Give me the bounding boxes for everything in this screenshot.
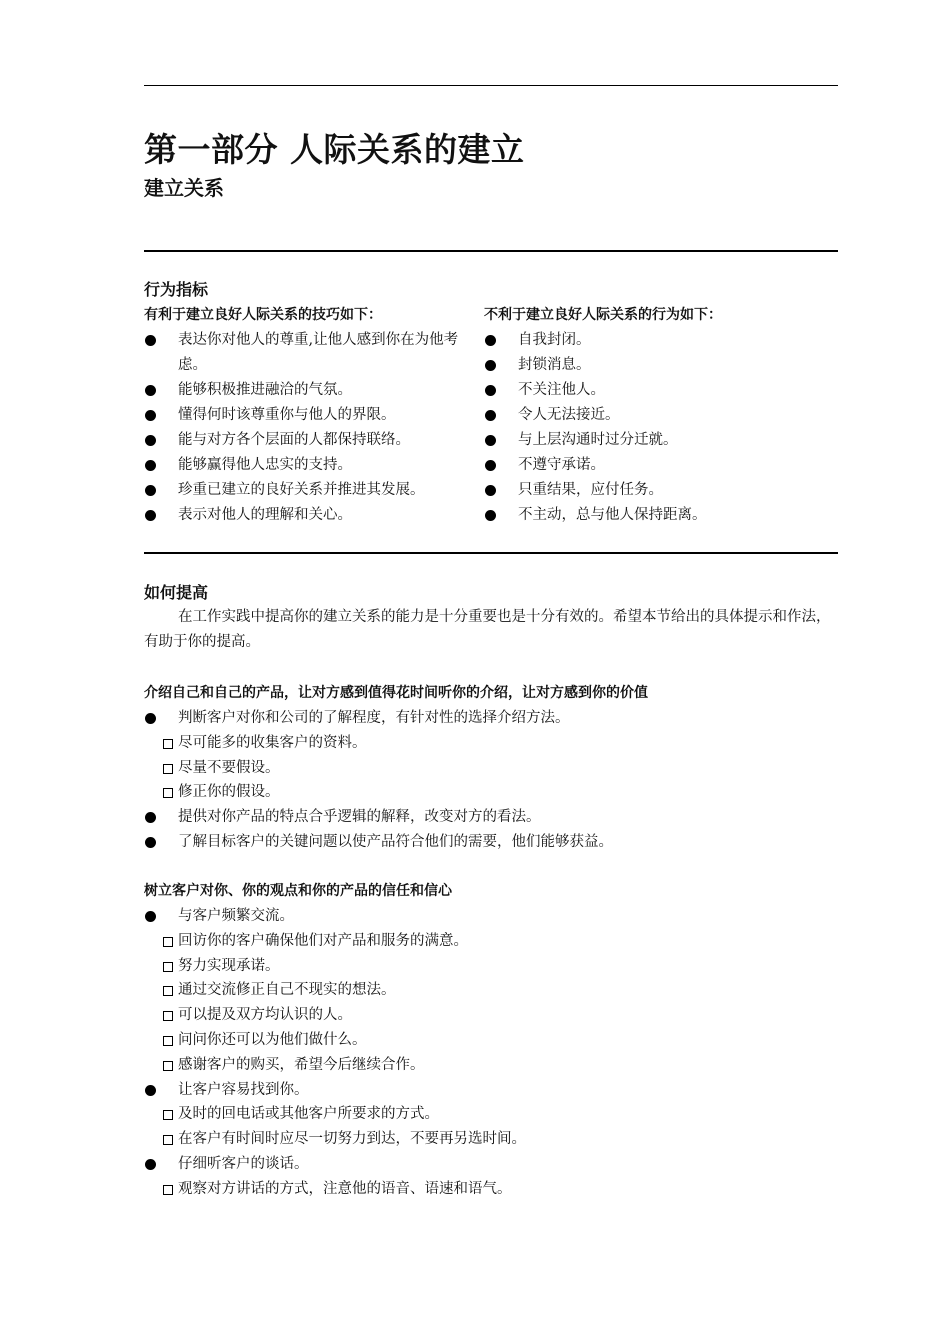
- list-item-text: 回访你的客户确保他们对产品和服务的满意。: [178, 932, 468, 949]
- list-item: [144, 904, 838, 929]
- bullet-icon: [145, 1159, 156, 1170]
- list-item-text: 令人无法接近。: [518, 407, 620, 423]
- trust-heading: 树立客户对你、你的观点和你的产品的信任和信心: [144, 883, 452, 899]
- list-item: [484, 403, 834, 428]
- list-item-text: 尽可能多的收集客户的资料。: [178, 734, 367, 751]
- introduce-list: [144, 706, 838, 855]
- trust-list: [144, 904, 838, 1202]
- list-item-text: 只重结果，应付任务。: [518, 482, 663, 498]
- list-item-text: 自我封闭。: [518, 332, 591, 348]
- list-item-text: 修正你的假设。: [178, 784, 280, 801]
- square-bullet-icon: [163, 739, 173, 749]
- list-item: [144, 453, 474, 478]
- list-item-text: 努力实现承诺。: [178, 957, 280, 974]
- bullet-icon: [145, 460, 156, 471]
- positive-behaviors-list: [144, 328, 474, 528]
- sub-list-item: [144, 780, 838, 805]
- sub-list-item: [144, 731, 838, 756]
- list-item: [484, 503, 834, 528]
- sub-list-item: [144, 1127, 838, 1152]
- positive-behaviors-column: [144, 304, 474, 528]
- list-item-text: 感谢客户的购买，希望今后继续合作。: [178, 1056, 425, 1073]
- list-item-text: 与上层沟通时过分迁就。: [518, 432, 678, 448]
- sub-list-item: [144, 978, 838, 1003]
- list-item-text: 珍重已建立的良好关系并推进其发展。: [178, 482, 425, 498]
- bullet-icon: [145, 435, 156, 446]
- list-item-text: 仔细听客户的谈话。: [178, 1155, 309, 1172]
- indicators-heading: 行为指标: [144, 280, 209, 299]
- list-item: [484, 328, 834, 353]
- list-item-text: 让客户容易找到你。: [178, 1081, 309, 1098]
- bullet-icon: [485, 385, 496, 396]
- page-title: 第一部分 人际关系的建立: [144, 130, 525, 169]
- list-item: [144, 706, 838, 731]
- bullet-icon: [145, 510, 156, 521]
- list-item-text: 与客户频繁交流。: [178, 908, 294, 924]
- bullet-icon: [485, 360, 496, 371]
- list-item-text: 懂得何时该尊重你与他人的界限。: [178, 407, 396, 423]
- top-rule: [144, 85, 838, 86]
- list-item-text: 不关注他人。: [518, 382, 605, 398]
- list-item-text: 问问你还可以为他们做什么。: [178, 1031, 367, 1048]
- list-item: [144, 403, 474, 428]
- list-item-text: 判断客户对你和公司的了解程度，有针对性的选择介绍方法。: [178, 710, 570, 726]
- list-item-text: 及时的回电话或其他客户所要求的方式。: [178, 1106, 439, 1123]
- trust-section: [144, 880, 838, 1202]
- section-divider: [144, 250, 838, 252]
- section-divider: [144, 552, 838, 554]
- sub-list-item: [144, 1177, 838, 1202]
- sub-list-item: [144, 1053, 838, 1078]
- list-item: [144, 428, 474, 453]
- sub-list-item: [144, 1102, 838, 1127]
- list-item-text: 封锁消息。: [518, 357, 591, 373]
- negative-behaviors-heading: 不利于建立良好人际关系的行为如下：: [484, 307, 722, 323]
- bullet-icon: [145, 713, 156, 724]
- list-item-text: 在客户有时间时应尽一切努力到达，不要再另选时间。: [178, 1131, 526, 1148]
- list-item: [144, 378, 474, 403]
- bullet-icon: [145, 385, 156, 396]
- bullet-icon: [485, 485, 496, 496]
- list-item-text: 提供对你产品的特点合乎逻辑的解释，改变对方的看法。: [178, 809, 541, 826]
- bullet-icon: [145, 812, 156, 823]
- square-bullet-icon: [163, 1110, 173, 1120]
- introduce-heading: 介绍自己和自己的产品，让对方感到值得花时间听你的介绍，让对方感到你的价值: [144, 685, 648, 701]
- list-item-text: 通过交流修正自己不现实的想法。: [178, 982, 396, 999]
- negative-behaviors-list: [484, 328, 834, 528]
- list-item: [144, 1078, 838, 1103]
- introduce-section: [144, 682, 838, 855]
- square-bullet-icon: [163, 986, 173, 996]
- bullet-icon: [485, 335, 496, 346]
- list-item: [144, 830, 838, 855]
- square-bullet-icon: [163, 937, 173, 947]
- negative-behaviors-column: [484, 304, 834, 528]
- list-item-text: 可以提及双方均认识的人。: [178, 1007, 352, 1024]
- list-item: [484, 353, 834, 378]
- bullet-icon: [145, 837, 156, 848]
- list-item-text: 观察对方讲话的方式，注意他的语音、语速和语气。: [178, 1180, 512, 1197]
- square-bullet-icon: [163, 1011, 173, 1021]
- square-bullet-icon: [163, 1135, 173, 1145]
- list-item: [484, 453, 834, 478]
- sub-list-item: [144, 756, 838, 781]
- list-item-text: 不主动，总与他人保持距离。: [518, 507, 707, 523]
- positive-behaviors-heading: 有利于建立良好人际关系的技巧如下：: [144, 307, 382, 323]
- list-item: [144, 805, 838, 830]
- bullet-icon: [145, 485, 156, 496]
- sub-list-item: [144, 929, 838, 954]
- list-item: [144, 1152, 838, 1177]
- improve-heading: 如何提高: [144, 583, 209, 602]
- bullet-icon: [485, 435, 496, 446]
- list-item: [144, 328, 474, 378]
- bullet-icon: [485, 410, 496, 421]
- square-bullet-icon: [163, 788, 173, 798]
- sub-list-item: [144, 1028, 838, 1053]
- square-bullet-icon: [163, 962, 173, 972]
- page-subtitle: 建立关系: [144, 176, 224, 200]
- bullet-icon: [145, 410, 156, 421]
- square-bullet-icon: [163, 1185, 173, 1195]
- bullet-icon: [145, 1085, 156, 1096]
- sub-list-item: [144, 1003, 838, 1028]
- bullet-icon: [145, 335, 156, 346]
- list-item-text: 尽量不要假设。: [178, 759, 280, 776]
- bullet-icon: [145, 911, 156, 922]
- bullet-icon: [485, 460, 496, 471]
- list-item-text: 表示对他人的理解和关心。: [178, 507, 352, 523]
- list-item: [484, 378, 834, 403]
- list-item: [484, 428, 834, 453]
- bullet-icon: [485, 510, 496, 521]
- sub-list-item: [144, 954, 838, 979]
- list-item: [484, 478, 834, 503]
- square-bullet-icon: [163, 764, 173, 774]
- list-item-text: 能够赢得他人忠实的支持。: [178, 457, 352, 473]
- square-bullet-icon: [163, 1061, 173, 1071]
- square-bullet-icon: [163, 1036, 173, 1046]
- list-item: [144, 478, 474, 503]
- list-item-text: 不遵守承诺。: [518, 457, 605, 473]
- list-item-text: 表达你对他人的尊重,让他人感到你在为他考虑。: [178, 332, 459, 373]
- list-item-text: 能与对方各个层面的人都保持联络。: [178, 432, 410, 448]
- improve-intro: 在工作实践中提高你的建立关系的能力是十分重要也是十分有效的。希望本节给出的具体提示和作法，有助于你的提高。: [144, 609, 831, 650]
- list-item-text: 能够积极推进融洽的气氛。: [178, 382, 352, 398]
- list-item-text: 了解目标客户的关键问题以使产品符合他们的需要，他们能够获益。: [178, 833, 613, 850]
- list-item: [144, 503, 474, 528]
